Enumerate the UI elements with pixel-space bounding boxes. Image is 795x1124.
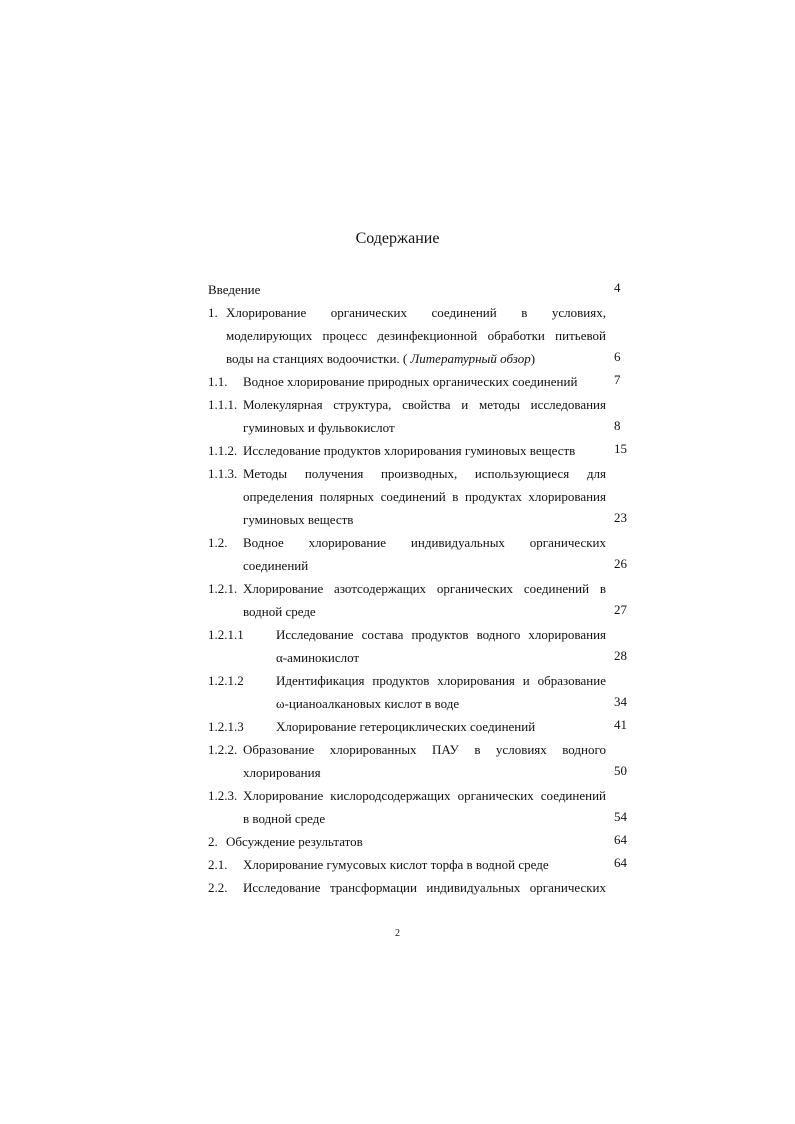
toc-entry-text: Хлорирование гумусовых кислот торфа в водной среде (243, 857, 549, 872)
toc-entry-text: Хлорирование органических соединений в условиях, (226, 305, 606, 320)
toc-page-number: 26 (614, 556, 627, 571)
toc-entry-text: водной среде (243, 604, 316, 619)
toc-entry-text-part: воды на станциях водоочистки. ( (226, 351, 408, 366)
toc-entry-number: 1.2.3. (208, 788, 238, 803)
toc-entry-number: 1.1.1. (208, 397, 238, 412)
toc-page-number: 28 (614, 648, 627, 663)
toc-entry-number: 1.1. (208, 374, 228, 389)
toc-entry-text: Молекулярная структура, свойства и методы исследования (243, 397, 606, 412)
toc-page-number: 41 (614, 717, 627, 732)
toc-entry-text: Исследование трансформации индивидуальных органических (243, 880, 606, 895)
toc-page-number: 8 (614, 418, 621, 433)
page-title: Содержание (355, 230, 440, 247)
toc-entry-text: Идентификация продуктов хлорирования и образование (276, 673, 606, 688)
toc-entry-italic: Литературный обзор (410, 351, 531, 366)
toc-page-number: 6 (614, 349, 621, 364)
toc-entry-text: Методы получения производных, использующиеся для (243, 466, 606, 481)
toc-entry-text: гуминовых веществ (243, 512, 354, 527)
toc-entry-text: Исследование продуктов хлорирования гуминовых веществ (243, 443, 576, 458)
toc-entry-text: Водное хлорирование природных органических соединений (243, 374, 578, 389)
toc-entry-text: Хлорирование гетероциклических соединений (276, 719, 536, 734)
toc-entry-number: 2.2. (208, 880, 228, 895)
toc-entry-text: Введение (208, 282, 261, 297)
toc-entry-number: 1. (208, 305, 218, 320)
toc-page-number: 64 (614, 855, 627, 870)
toc-entry-text: α-аминокислот (276, 650, 360, 665)
toc-entry-text: ω-цианоалкановых кислот в воде (276, 696, 460, 711)
page-number: 2 (395, 928, 400, 939)
toc-entry-number: 1.2.1.1 (208, 627, 244, 642)
toc-entry-text: Обсуждение результатов (226, 834, 363, 849)
toc-entry-text (226, 351, 535, 367)
toc-entry-number: 1.1.3. (208, 466, 238, 481)
toc-page-number: 27 (614, 602, 627, 617)
toc-entry-number: 1.2.1. (208, 581, 238, 596)
toc-entry-text: в водной среде (243, 811, 326, 826)
toc-page-number: 15 (614, 441, 627, 456)
toc-entry-text: моделирующих процесс дезинфекционной обработки питьевой (226, 328, 606, 343)
toc-page-number: 7 (614, 372, 621, 387)
toc-page-number: 34 (614, 694, 627, 709)
toc-page-number: 54 (614, 809, 627, 824)
toc-entry-number: 2.1. (208, 857, 228, 872)
toc-entry-text: Водное хлорирование индивидуальных органических (243, 535, 606, 550)
toc-page-number: 23 (614, 510, 627, 525)
toc-entry-text: Хлорирование азотсодержащих органических соединений в (243, 581, 606, 596)
toc-entry-text: гуминовых и фульвокислот (243, 420, 395, 435)
toc-entry-number: 1.2. (208, 535, 228, 550)
toc-entry-text: Исследование состава продуктов водного хлорирования (276, 627, 606, 642)
toc-page-number: 50 (614, 763, 627, 778)
toc-entry-text-part: ) (530, 351, 536, 366)
toc-entry-text: Образование хлорированных ПАУ в условиях водного (243, 742, 606, 757)
toc-entry-text: Хлорирование кислородсодержащих органических соединений (243, 788, 606, 803)
toc-entry-number: 1.1.2. (208, 443, 238, 458)
toc-entry-text: определения полярных соединений в продуктах хлорирования (243, 489, 606, 504)
toc-entry-number: 1.2.1.3 (208, 719, 244, 734)
toc-entry-number: 2. (208, 834, 218, 849)
toc-page-number: 4 (614, 280, 621, 295)
toc-entry-number: 1.2.1.2 (208, 673, 244, 688)
toc-page-number: 64 (614, 832, 627, 847)
toc-entry-text: соединений (243, 558, 309, 573)
toc-entry-text: хлорирования (243, 765, 321, 780)
toc-entry-number: 1.2.2. (208, 742, 238, 757)
